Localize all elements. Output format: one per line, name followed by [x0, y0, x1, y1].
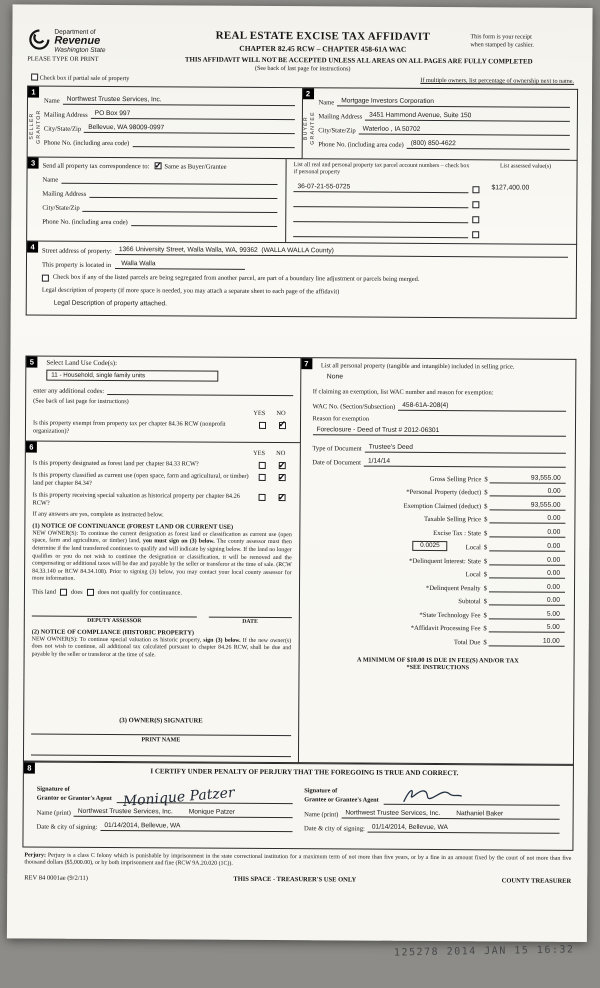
partial-sale-checkbox [31, 74, 38, 81]
form-title: REAL ESTATE EXCISE TAX AFFIDAVIT [215, 29, 431, 43]
middle-grid [23, 355, 576, 764]
print-name-line [31, 744, 291, 757]
personal-property-checkbox [472, 201, 479, 208]
parties-row [27, 86, 578, 161]
delinquent-interest-state-row: *Delinquent Interest: State $ 0.00 [312, 555, 566, 566]
grantor-date-city-label: Date & city of signing: [36, 823, 98, 831]
buyer-address-value: 3451 Hammond Avenue, Suite 150 [365, 112, 570, 122]
grantor-handwritten-signature: Monique Patzer [122, 784, 236, 810]
subtotal-row: Subtotal $ 0.00 [311, 595, 565, 606]
segregated-label: Check box if any of the listed parcels are being segregated from another parcel, are part of a boundary line adjustment or parcels being merged. [52, 273, 420, 283]
buyer-section [302, 87, 578, 161]
grantee-name-print-value: Northwest Trustee Services, Inc. Nathaniel Baker [341, 809, 559, 819]
certification-section [22, 761, 574, 850]
seller-csz-label: City/State/Zip [43, 125, 82, 133]
parcel-headers [294, 162, 572, 178]
personal-property-value: None [326, 373, 344, 381]
form-chapter: CHAPTER 82.45 RCW – CHAPTER 458-61A WAC [239, 43, 407, 54]
buyer-csz-value: Waterloo , IA 50702 [359, 126, 570, 136]
correspondence-section [26, 158, 578, 245]
parcel-numbers-header: List all real and personal property tax parcel account numbers – check box if personal property [293, 162, 470, 176]
perjury-notice [22, 852, 573, 871]
notice1-post: The county assessor must then determine if the land transferred continues to qualify and will indicate by signing below. If the land no longer qualifies or you do not wish to continue the designation or classification, it will be removed and the compensating or additional taxes will be due and payable by the seller or transferor at the time of sale. (RCW 84.33.140 or RCW 84.34.108). Prior to signing (3) below, you may contact your local county assessor for more information. [32, 539, 292, 582]
receipt-note-line1: This form is your receipt [470, 33, 532, 41]
legal-description-value: Legal Description of property attached. [53, 300, 168, 308]
current-use-checkboxes [258, 473, 292, 481]
warning-text: THIS AFFIDAVIT WILL NOT BE ACCEPTED UNLESS ALL AREAS ON ALL PAGES ARE FULLY COMPLETED [184, 56, 533, 66]
parcel-number [293, 213, 468, 223]
grantee-date-city-label: Date & city of signing: [304, 824, 365, 833]
section-4-badge: 4 [27, 241, 38, 252]
segregated-checkbox [42, 274, 49, 281]
buyer-fields [316, 88, 577, 160]
notice-continuance-body [32, 530, 292, 584]
owners-signature-label: (3) OWNER(S) SIGNATURE [119, 716, 203, 725]
assessed-value [479, 229, 571, 239]
grantee-word: GRANTEE [309, 111, 316, 146]
assessed-value [479, 214, 571, 224]
perjury-lead: Perjury: [24, 852, 46, 859]
certify-statement: I CERTIFY UNDER PENALTY OF PERJURY THAT THE FOREGOING IS TRUE AND CORRECT. [150, 767, 459, 777]
partial-sale-label: Check box if partial sale of property [39, 74, 130, 83]
historic-yes-checkbox [258, 494, 265, 501]
seller-csz-value: Bellevue, WA 98009-0997 [84, 124, 294, 134]
parcel-number: 36-07-21-55-0725 [293, 183, 468, 193]
grantor-certification [31, 777, 299, 832]
does-not-checkbox [87, 589, 94, 596]
reason-label: Reason for exemption [312, 415, 370, 424]
affidavit-processing-fee-row: *Affidavit Processing Fee $ 5.00 [311, 622, 565, 633]
exempt-question-row [33, 419, 293, 436]
corr-phone-value [131, 217, 278, 227]
notice2-bold: sign (3) below. [203, 637, 241, 644]
assessed-value: $127,400.00 [491, 184, 530, 192]
deputy-date-field [209, 609, 292, 625]
grantee-handwritten-signature [400, 787, 464, 805]
partial-sale-row [27, 74, 578, 85]
current-use-question: Is this property classified as current use (open space, farm and agricultural, or timber) land per chapter 84.34? [32, 472, 249, 488]
exempt-yes-checkbox [258, 422, 265, 429]
doc-type-value: Trustee's Deed [365, 443, 566, 453]
corr-name-label: Name [42, 176, 59, 184]
total-due-row: Total Due $ 10.00 [311, 636, 565, 647]
buyer-name-value: Mortgage Investors Corporation [337, 97, 570, 107]
yes-label: YES [252, 450, 266, 458]
grantor-word: GRANTOR [35, 109, 42, 144]
gross-selling-price-row: Gross Selling Price $ 93,555.00 [312, 473, 566, 484]
excise-local-row: 0.0025 Local $ 0.00 [312, 540, 566, 552]
personal-property-checkbox [472, 216, 479, 223]
delinquent-penalty-row: *Delinquent Penalty $ 0.00 [311, 582, 565, 593]
current-use-question-row [33, 472, 293, 489]
doc-date-value: 1/14/14 [364, 457, 566, 467]
grantee-name-print-label: Name (print) [304, 810, 339, 819]
assessed-value [479, 199, 571, 209]
additional-codes-label: enter any additional codes: [33, 387, 105, 395]
signatures-grid [31, 777, 566, 833]
yes-no-header-2 [33, 449, 293, 458]
agency-block [27, 29, 175, 55]
parcel-list [285, 159, 576, 244]
receipt-note-line2: when stamped by cashier. [470, 41, 534, 49]
historic-question-row [32, 492, 292, 509]
exemption-claimed-row: Exemption Claimed (deduct) $ 93,555.00 [312, 500, 566, 511]
deputy-assessor-label: DEPUTY ASSESSOR [87, 617, 142, 624]
classification-section [23, 442, 300, 763]
corr-address-label: Mailing Address [42, 190, 87, 198]
parcel-row [293, 228, 571, 239]
current-use-yes-checkbox [258, 474, 265, 481]
doc-date-label: Date of Document [312, 458, 362, 467]
deputy-assessor-field [32, 608, 197, 624]
footer-row [22, 875, 573, 885]
corr-name-value [61, 175, 277, 185]
notice2-pre: NEW OWNER(S): To continue special valuation as historic property, [31, 636, 204, 644]
grantee-signature-line [384, 784, 560, 805]
located-in-value: Walla Walla [115, 260, 245, 270]
parcel-row [293, 213, 571, 224]
see-back-note-2: (See back of last page for instructions) [33, 397, 129, 405]
forest-checkboxes [258, 461, 292, 469]
notice-compliance-title: (2) NOTICE OF COMPLIANCE (HISTORIC PROPERTY) [31, 628, 195, 637]
reason-value: Foreclosure - Deed of Trust # 2012-06301 [312, 426, 566, 437]
personal-property-deduct-row: *Personal Property (deduct) $ 0.00 [312, 486, 566, 497]
correspondence-fields [27, 158, 286, 242]
blank-gap [25, 315, 576, 358]
does-checkbox [60, 588, 67, 595]
parcel-number [293, 228, 468, 238]
deputy-assessor-row [32, 608, 292, 625]
does-not-label: does not qualify for continuance. [97, 588, 182, 597]
notice-continuance-title: (1) NOTICE OF CONTINUANCE (FOREST LAND OR CURRENT USE) [32, 522, 234, 531]
section-5-badge: 5 [26, 356, 37, 367]
grantor-signature-row [36, 777, 293, 810]
no-label: NO [276, 409, 286, 417]
historic-question: Is this property receiving special valuation as historical property per chapter 84.26 RCW? [32, 491, 240, 507]
treasurer-space-label: THIS SPACE - TREASURER'S USE ONLY [233, 875, 357, 884]
buyer-word: BUYER [302, 116, 309, 141]
legal-description-label: Legal description of property (if more space is needed, you may attach a separate sheet to each page of the affidavit) [41, 286, 340, 296]
print-name-label: PRINT NAME [141, 736, 181, 744]
seller-name-value: Northwest Trustee Services, Inc. [63, 96, 295, 106]
minimum-due-note: A MINIMUM OF $10.00 IS DUE IN FEE(S) AND/OR TAX [356, 656, 519, 665]
dept-line1: Department of [54, 28, 96, 36]
local-rate-box: 0.0025 [412, 541, 448, 551]
tax-computation-table [311, 473, 566, 647]
same-as-buyer-label: Same as Buyer/Grantee [164, 163, 227, 171]
grantor-signature-line [117, 783, 292, 810]
please-type-label: PLEASE TYPE OR PRINT [27, 55, 99, 63]
corr-phone-label: Phone No. (including area code) [42, 218, 128, 227]
buyer-name-label: Name [318, 99, 335, 107]
see-back-note: (See back of last page for instructions) [254, 64, 351, 73]
seller-name-label: Name [43, 97, 60, 105]
current-use-no-checkbox [278, 475, 285, 482]
section-2-badge: 2 [302, 88, 313, 99]
section-6-badge: 6 [26, 442, 37, 453]
see-instructions-note: *SEE INSTRUCTIONS [406, 664, 470, 671]
corr-csz-value [83, 203, 278, 213]
yes-no-header [33, 408, 293, 417]
continuance-qualify-row [32, 588, 292, 597]
this-land-label: This land [31, 588, 56, 596]
form-header [27, 29, 578, 57]
dor-logo [27, 29, 51, 51]
notice2-post: If the new owner(s) does not wish to continue, all additional tax calculated pursuant to chapter 84.26 RCW, shall be due and payable by the seller or transferor at the time of sale. [31, 637, 292, 659]
additional-codes-value [107, 386, 293, 396]
seller-fields [42, 87, 302, 159]
grantee-date-city-value: 01/14/2014, Bellevue, WA [368, 823, 560, 833]
agency-name [54, 29, 105, 54]
wac-value: 458-61A-208(4) [398, 402, 566, 412]
land-use-section [25, 355, 301, 443]
yes-label: YES [253, 409, 266, 417]
dept-line3: Washington State [54, 46, 106, 54]
grantee-signature-label: Signature of Grantee or Grantee's Agent [304, 787, 379, 804]
owners-signature-line [31, 723, 291, 736]
receipt-note [470, 31, 578, 50]
buyer-csz-label: City/State/Zip [318, 127, 356, 135]
personal-property-checkbox [472, 186, 479, 193]
doc-type-label: Type of Document [312, 444, 362, 453]
personal-property-label: List all personal property (tangible and intangible) included in selling price. [320, 362, 515, 371]
grantee-signature-row [304, 779, 560, 806]
corr-address-value [89, 189, 277, 199]
seller-section [27, 86, 303, 160]
send-correspondence-label: Send all property tax correspondence to: [42, 162, 150, 171]
no-label: NO [276, 450, 286, 458]
section-3-badge: 3 [28, 158, 39, 169]
seller-word: SELLER [28, 112, 35, 141]
partial-sale-option [31, 74, 129, 83]
grantee-certification [298, 779, 566, 834]
excise-state-row: Excise Tax : State $ 0.00 [312, 527, 566, 538]
exempt-checkboxes [258, 421, 292, 429]
parcel-row [293, 198, 571, 209]
multiple-owners-note: If multiple owners, list percentage of ownership next to name. [420, 76, 575, 85]
form-number: REV 84 0001ae (9/2/11) [24, 874, 88, 882]
property-section [26, 241, 577, 318]
grantor-date-city-value: 01/14/2014, Bellevue, WA [100, 822, 292, 832]
street-address-label: Street address of property: [42, 247, 112, 255]
cashier-receipt-stamp: 125278 2014 JAN 15 16:32 [393, 944, 575, 959]
perjury-text: Perjury is a class C felony which is punishable by imprisonment in the state correctional institution for a maximum term of not more than five years, or by a fine in an amount fixed by the court of not more than five thousand dollars ($5,000.00), or by both imprisonment and fine (RCW 9A.20.020 (1C)). [24, 852, 572, 868]
state-technology-fee-row: *State Technology Fee $ 5.00 [311, 609, 565, 620]
grantor-name-print-label: Name (print) [36, 809, 71, 817]
buyer-phone-label: Phone No. (including area code) [318, 141, 404, 149]
exempt-question: Is this property exempt from property tax per chapter 84.36 RCW (nonprofit organization)? [32, 419, 226, 435]
forest-question: Is this property designated as forest land per chapter 84.33 RCW? [32, 460, 199, 469]
deputy-date-line [209, 609, 292, 618]
owners-signature-block [31, 710, 291, 757]
parcel-row [293, 183, 571, 194]
title-block [175, 29, 470, 54]
personal-property-checkbox [472, 231, 479, 238]
notice1-bold: you must sign on (3) below. [142, 538, 215, 546]
buyer-phone-value: (800) 850-4622 [407, 140, 570, 150]
seller-phone-value [132, 138, 294, 148]
historic-no-checkbox [278, 494, 285, 501]
exemption-label: If claiming an exemption, list WAC number and reason for exemption: [312, 388, 494, 397]
land-use-code-box: 11 - Household, single family units [46, 369, 218, 381]
forest-no-checkbox [278, 463, 285, 470]
forest-yes-checkbox [258, 462, 265, 469]
deputy-assessor-line [32, 608, 197, 617]
forest-question-row [33, 460, 293, 470]
does-label: does [70, 588, 83, 596]
seller-address-value: PO Box 997 [91, 110, 295, 120]
assessed-value-header: List assessed value(s) [500, 163, 552, 170]
section-7-badge: 7 [301, 358, 312, 369]
parcel-number [293, 198, 468, 208]
notice-compliance-body [32, 636, 292, 660]
grantor-signature-label: Signature of Grantor or Grantor's Agent [36, 785, 112, 802]
historic-checkboxes [258, 493, 292, 501]
grantor-name-print-value: Northwest Trustee Services, Inc. Monique Patzer [74, 808, 292, 818]
taxable-selling-price-row: Taxable Selling Price $ 0.00 [312, 513, 566, 524]
left-column [23, 355, 301, 763]
right-column [298, 357, 576, 765]
street-address-value: 1366 University Street, Walla Walla, WA, 99362 (WALLA WALLA County) [115, 246, 568, 258]
deputy-date-label: DATE [242, 618, 258, 625]
wac-label: WAC No. (Section/Subsection) [312, 403, 396, 412]
located-in-label: This property is located in [41, 261, 112, 269]
buyer-address-label: Mailing Address [318, 113, 363, 121]
corr-csz-label: City/State/Zip [42, 204, 80, 212]
tax-section [298, 357, 576, 765]
delinquent-interest-local-row: Local $ 0.00 [312, 568, 566, 579]
seller-address-label: Mailing Address [43, 111, 88, 119]
section-8-badge: 8 [24, 762, 35, 773]
affidavit-scan-page [7, 4, 593, 942]
section-1-badge: 1 [28, 87, 39, 98]
select-land-use-label: Select Land Use Code(s): [46, 359, 118, 367]
seller-phone-label: Phone No. (including area code) [43, 139, 130, 148]
same-as-buyer-checkbox [154, 162, 161, 169]
if-yes-note: If any answers are yes, complete as instructed below. [32, 510, 164, 519]
notice1-pre: NEW OWNER(S): To continue the current designation as forest land or classification as current use (open space, farm and agriculture, or timber) land, [32, 530, 292, 545]
county-treasurer-label: COUNTY TREASURER [501, 877, 572, 885]
dept-line2: Revenue [54, 34, 101, 47]
exempt-no-checkbox [278, 422, 285, 429]
